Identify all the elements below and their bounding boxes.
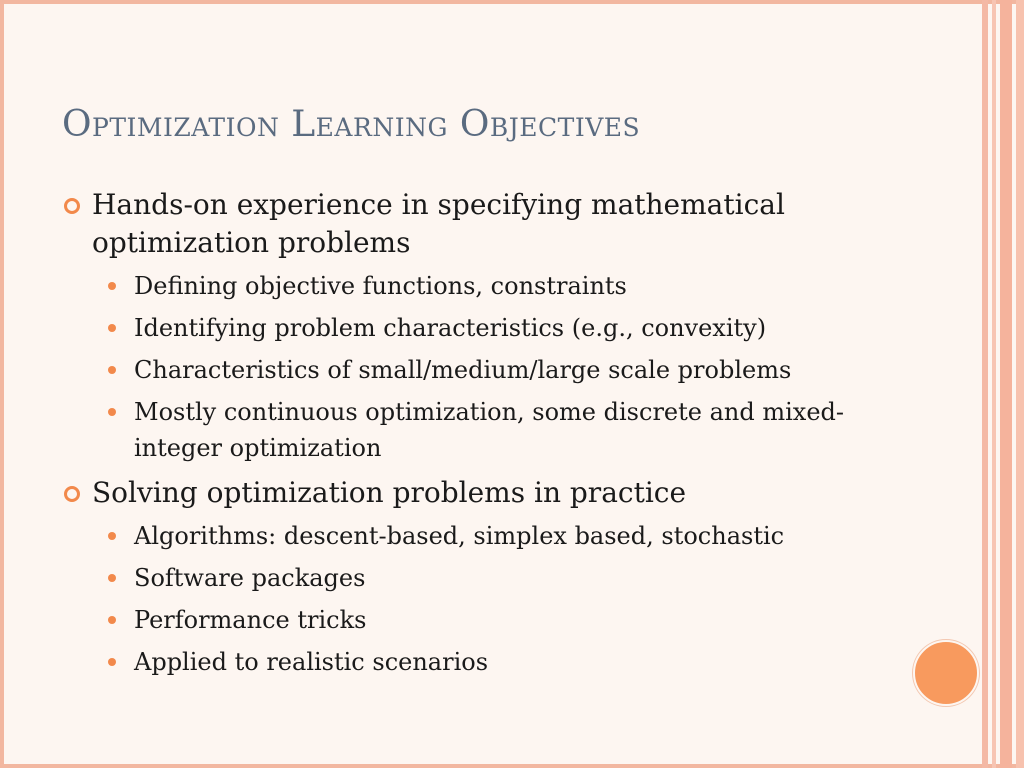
dot-bullet-icon [108,574,116,582]
ring-bullet-icon [64,486,80,502]
bullet-level-2 [62,310,892,346]
bullet-level-1 [62,474,892,512]
dot-bullet-icon [108,616,116,624]
dot-bullet-icon [108,658,116,666]
bullet-text: Hands-on experience in specifying mathematical optimization problems [92,188,785,259]
decorative-stripe [1016,0,1024,768]
decorative-stripe [982,0,988,768]
decorative-stripe [992,0,996,768]
sub-bullet-text: Defining objective functions, constraints [134,272,627,300]
bullet-text: Solving optimization problems in practice [92,476,687,509]
dot-bullet-icon [108,282,116,290]
slide-title: Optimization Learning Objectives [62,104,641,145]
slide-content [62,186,892,686]
bullet-level-2 [62,268,892,304]
sub-bullet-text: Mostly continuous optimization, some discrete and mixed-integer optimization [134,398,844,462]
dot-bullet-icon [108,366,116,374]
bullet-level-2 [62,352,892,388]
frame-top-border [0,0,1024,4]
bullet-level-1 [62,186,892,262]
dot-bullet-icon [108,408,116,416]
frame-bottom-border [0,764,1024,768]
sub-bullet-text: Characteristics of small/medium/large scale problems [134,356,792,384]
sub-bullet-text: Performance tricks [134,606,367,634]
dot-bullet-icon [108,532,116,540]
bullet-level-2 [62,644,892,680]
decorative-stripe [1000,0,1012,768]
sub-bullet-text: Software packages [134,564,366,592]
sub-bullet-text: Algorithms: descent-based, simplex based, stochastic [134,522,785,550]
sub-bullet-text: Applied to realistic scenarios [134,648,489,676]
bullet-level-2 [62,560,892,596]
bullet-level-2 [62,518,892,554]
decorative-circle [913,640,979,706]
sub-bullet-text: Identifying problem characteristics (e.g., convexity) [134,314,767,342]
ring-bullet-icon [64,198,80,214]
frame-left-border [0,0,4,768]
dot-bullet-icon [108,324,116,332]
bullet-level-2 [62,394,892,466]
bullet-level-2 [62,602,892,638]
